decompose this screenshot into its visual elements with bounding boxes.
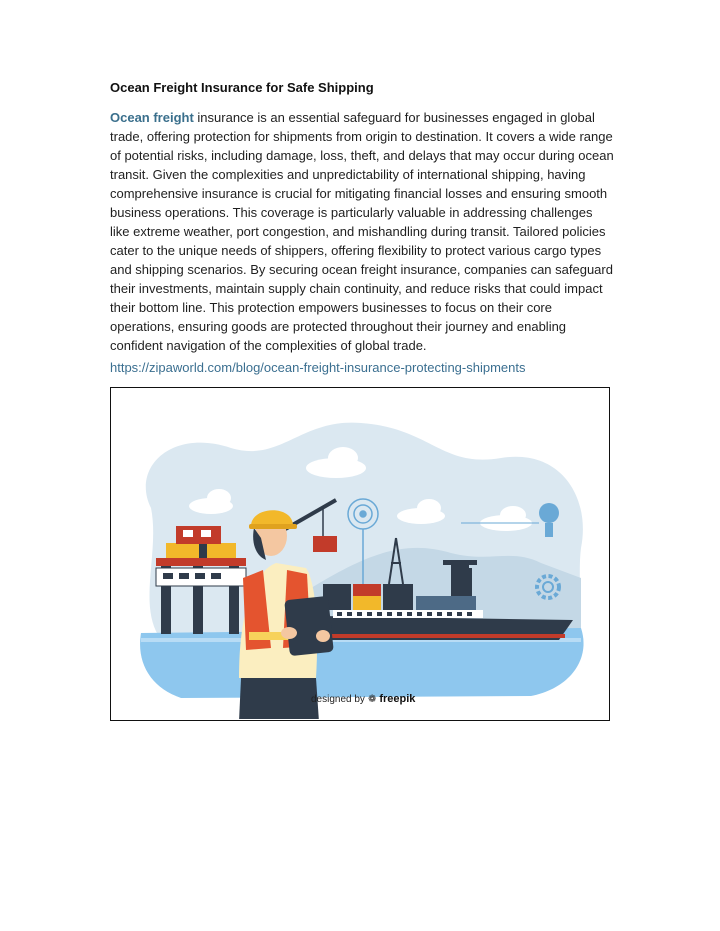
shipping-illustration bbox=[111, 388, 608, 719]
image-credit bbox=[311, 693, 415, 705]
source-link[interactable]: https://zipaworld.com/blog/ocean-freight-insurance-protecting-shipments bbox=[110, 360, 526, 375]
freepik-logo-icon: ❁ bbox=[367, 693, 377, 705]
body-text: insurance is an essential safeguard for businesses engaged in global trade, offering protection for shipments from origin to destination. It covers a wide range of potential risks, including damage, loss, theft, and delays that may occur during ocean transit. Given the complexities and unpredictability of international shipping, having comprehensive insurance is crucial for mitigating financial losses and ensuring smooth business operations. This coverage is particularly valuable in addressing challenges like extreme weather, port congestion, and mishandling during transit. Tailored policies cater to the unique needs of shippers, offering flexibility to protect various cargo types and shipping scenarios. By securing ocean freight insurance, companies can safeguard their investments, maintain supply chain continuity, and reduce risks that could impact their bottom line. This protection empowers businesses to focus on their core operations, ensuring goods are protected throughout their journey and enabling confident navigation of the complexities of global trade. bbox=[110, 110, 614, 353]
credit-brand: freepik bbox=[379, 693, 416, 705]
lead-phrase: Ocean freight bbox=[110, 110, 194, 125]
body-paragraph bbox=[110, 108, 615, 355]
document-title: Ocean Freight Insurance for Safe Shipping bbox=[110, 80, 374, 95]
credit-prefix: designed by bbox=[311, 693, 365, 705]
illustration-frame bbox=[110, 387, 610, 721]
